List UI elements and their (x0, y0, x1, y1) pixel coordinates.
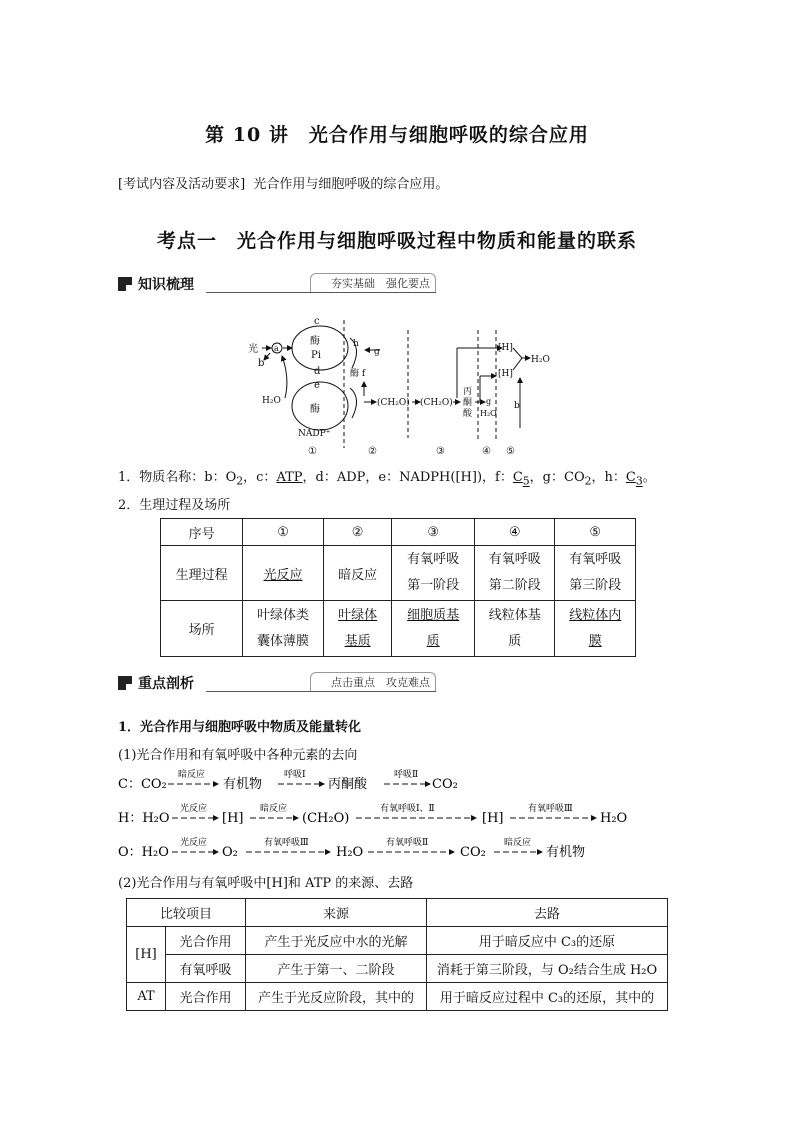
o-arrow3-label: 有氧呼吸Ⅱ (386, 838, 429, 848)
stage-1: ① (308, 446, 317, 457)
requirement-label: [考试内容及活动要求] (118, 177, 246, 192)
stage-3: ③ (436, 446, 445, 457)
item1-part: 。 (642, 470, 656, 485)
h2o-small-label: H₂O (480, 409, 497, 418)
item1-part: ，h： (591, 470, 626, 485)
item1-part: ，g：CO (529, 470, 585, 485)
th: 比较项目 (127, 899, 246, 927)
th: 去路 (427, 899, 668, 927)
o-arrow2-label: 有氧呼吸Ⅲ (264, 838, 309, 848)
process-table (160, 518, 636, 657)
pyruvate-1: 丙 (463, 387, 473, 397)
g-label: g (374, 347, 380, 357)
key-header (118, 672, 436, 694)
cell: 有氧呼吸第三阶段 (555, 546, 636, 601)
cell: 产生于第一、二阶段 (246, 955, 427, 983)
c-prefix: C：CO₂ (118, 777, 167, 792)
c-arrow2-label: 呼吸Ⅰ (284, 770, 306, 780)
h2o-out-label: H₂O (531, 355, 550, 365)
knowledge-label: 知识梳理 (138, 277, 194, 293)
h-arrow1-label: 光反应 (180, 804, 208, 814)
cell: 产生于光反应阶段，其中的 (246, 983, 427, 1011)
item1-c3: C (625, 470, 636, 485)
c-m3: CO₂ (432, 777, 458, 792)
c-arrow1-label: 暗反应 (178, 770, 206, 780)
cell: 用于暗反应过程中 C₃的还原，其中的 (427, 983, 668, 1011)
h-arrow3-label: 有氧呼吸Ⅰ、Ⅱ (380, 804, 435, 814)
h-m3: [H] (482, 811, 504, 826)
item1-sub: 2 (584, 474, 592, 488)
d-label: d (314, 366, 321, 377)
cell (243, 546, 324, 601)
photosynthesis-respiration-diagram (240, 308, 560, 458)
cell: 消耗于第三阶段，与 O₂结合生成 H₂O (427, 955, 668, 983)
cell-text: 线粒体内膜 (569, 607, 622, 649)
h-label: h (353, 339, 359, 349)
th: 序号 (161, 519, 243, 546)
cell-text: 叶绿体基质 (338, 607, 378, 649)
th: ⑤ (555, 519, 636, 546)
cell (323, 601, 392, 657)
c-m2: 丙酮酸 (328, 777, 368, 792)
cell: 线粒体基质 (474, 601, 555, 657)
hydrogen-flow (118, 802, 678, 830)
nadp-label: NADP⁺ (298, 429, 331, 439)
atp-label-cell: AT (127, 983, 166, 1011)
exam-requirement (118, 173, 448, 192)
th: ② (323, 519, 392, 546)
a-label: a (274, 344, 279, 353)
row-label: 场所 (161, 601, 243, 657)
carbon-flow (118, 768, 678, 796)
o-prefix: O：H₂O (118, 845, 169, 860)
requirement-text: 光合作用与细胞呼吸的综合应用。 (253, 177, 449, 192)
th: ④ (474, 519, 555, 546)
key-label: 重点剖析 (138, 676, 194, 692)
c-arrow3-label: 呼吸Ⅱ (394, 770, 419, 780)
b2-label: b (514, 401, 520, 411)
th: 来源 (246, 899, 427, 927)
h-m4: H₂O (600, 811, 628, 826)
section-title: 考点一 光合作用与细胞呼吸过程中物质和能量的联系 (156, 230, 637, 252)
knowledge-sub: 夯实基础 强化要点 (331, 277, 430, 290)
stage-4: ④ (482, 446, 491, 457)
o-arrow1-label: 光反应 (180, 838, 208, 848)
o-arrow4-label: 暗反应 (504, 838, 532, 848)
cell: 有氧呼吸 (166, 955, 246, 983)
item1-c3-sub: 3 (635, 474, 643, 488)
e-label: e (314, 380, 320, 391)
cell: 产生于光反应中水的光解 (246, 927, 427, 955)
h-arrow2-label: 暗反应 (260, 804, 288, 814)
square-icon (118, 277, 132, 291)
sub-2: 2 (236, 474, 244, 488)
pyruvate-2: 酮 (463, 398, 473, 408)
h-m2: (CH₂O) (302, 811, 350, 826)
b-label: b (258, 358, 265, 369)
h-arrow4-label: 有氧呼吸Ⅲ (528, 804, 573, 814)
item1-prefix: 1．物质名称：b：O (118, 470, 237, 485)
row-label: 生理过程 (161, 546, 243, 601)
g-out-label: g (486, 397, 492, 406)
h-m1: [H] (222, 811, 244, 826)
enzyme-lower: 酶 (310, 404, 320, 415)
item1-part: ，d：ADP，e：NADPH([H])，f： (302, 470, 513, 485)
pyruvate-3: 酸 (463, 409, 473, 419)
cell (555, 601, 636, 657)
square-icon (118, 676, 132, 690)
cell-text: 细胞质基质 (407, 607, 460, 649)
item1-atp: ATP (276, 470, 303, 485)
item-1 (118, 466, 656, 488)
th: ③ (392, 519, 475, 546)
ch2o-label-1: (CH₂O) (377, 398, 410, 408)
ch2o-label-2: (CH₂O) (420, 398, 453, 408)
H-label-1: [H] (498, 343, 513, 353)
point-1-2: (2)光合作用与有氧呼吸中[H]和 ATP 的来源、去路 (118, 876, 414, 891)
o-m4: 有机物 (546, 845, 586, 860)
h2o-label: H₂O (262, 396, 281, 406)
cell: 叶绿体类囊体薄膜 (243, 601, 324, 657)
key-sub: 点击重点 攻克难点 (331, 676, 430, 689)
cell: 有氧呼吸第一阶段 (392, 546, 475, 601)
th: ① (243, 519, 324, 546)
item1-c5-sub: 5 (522, 474, 530, 488)
cell: 暗反应 (323, 546, 392, 601)
o-m3: CO₂ (460, 845, 486, 860)
light-label: 光 (248, 344, 258, 355)
pi-label: Pi (311, 350, 321, 361)
H-label-2: [H] (498, 369, 513, 379)
stage-2: ② (368, 446, 377, 457)
point-1-1: (1)光合作用和有氧呼吸中各种元素的去向 (118, 748, 358, 763)
point-1: 1．光合作用与细胞呼吸中物质及能量转化 (118, 720, 362, 735)
page-title: 第 10 讲 光合作用与细胞呼吸的综合应用 (205, 124, 589, 146)
knowledge-header (118, 273, 436, 295)
stage-5: ⑤ (506, 446, 515, 457)
cell: 光合作用 (166, 983, 246, 1011)
cell: 光合作用 (166, 927, 246, 955)
item1-part: ，c： (243, 470, 277, 485)
c-label: c (314, 316, 320, 327)
h-prefix: H：H₂O (118, 811, 170, 826)
h-label-cell: [H] (127, 927, 166, 983)
item1-c5: C (512, 470, 523, 485)
c-m1: 有机物 (223, 777, 263, 792)
source-destination-table (126, 898, 668, 1011)
o-m2: H₂O (336, 845, 364, 860)
enzyme-f-label: 酶 f (350, 369, 366, 379)
cell-text: 光反应 (263, 567, 303, 583)
cell: 用于暗反应中 C₃的还原 (427, 927, 668, 955)
enzyme-upper: 酶 (310, 336, 320, 347)
cell: 有氧呼吸第二阶段 (474, 546, 555, 601)
cell (392, 601, 475, 657)
item-2: 2．生理过程及场所 (118, 498, 231, 513)
oxygen-flow (118, 836, 678, 864)
o-m1: O₂ (222, 845, 238, 860)
